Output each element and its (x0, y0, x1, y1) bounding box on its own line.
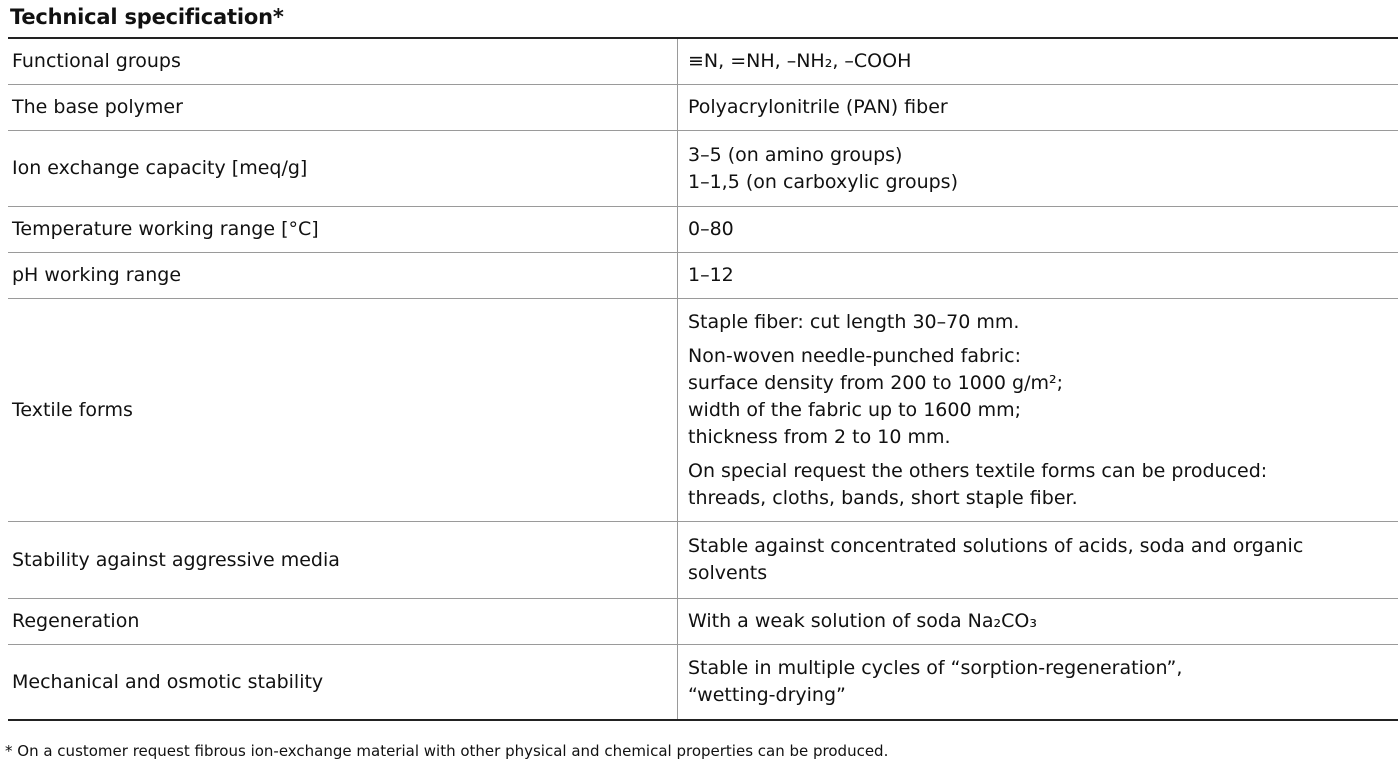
value-paragraph (688, 458, 1388, 512)
table-row (8, 206, 1398, 252)
row-value (678, 645, 1398, 719)
value-paragraph (688, 309, 1388, 336)
value-paragraph (688, 48, 1388, 75)
value-line: thickness from 2 to 10 mm. (688, 425, 951, 448)
row-value (678, 599, 1398, 644)
value-line: Polyacrylonitrile (PAN) fiber (688, 96, 948, 118)
table-row (8, 252, 1398, 298)
value-paragraph (688, 655, 1388, 709)
row-value (678, 131, 1398, 206)
value-line: Non-woven needle-punched fabric: (688, 344, 1021, 367)
value-line: Stable in multiple cycles of “sorption-regeneration”, (688, 657, 1183, 679)
value-line: solvents (688, 562, 768, 584)
value-paragraph (688, 262, 1388, 289)
row-label: Textile forms (8, 299, 678, 521)
value-paragraph (688, 94, 1388, 121)
table-row (8, 84, 1398, 130)
value-paragraph (688, 142, 1388, 196)
row-value (678, 207, 1398, 252)
table-row (8, 521, 1398, 598)
row-label: Temperature working range [°C] (8, 207, 678, 252)
row-value (678, 522, 1398, 598)
value-paragraph (688, 533, 1388, 587)
value-paragraph (688, 608, 1388, 635)
row-label: Stability against aggressive media (8, 522, 678, 598)
value-line: 0–80 (688, 218, 734, 240)
value-line: With a weak solution of soda Na₂CO₃ (688, 610, 1037, 632)
value-line: threads, cloths, bands, short staple fiber. (688, 486, 1078, 509)
row-value (678, 299, 1398, 521)
row-label: Ion exchange capacity [meq/g] (8, 131, 678, 206)
value-line: Stable against concentrated solutions of acids, soda and organic (688, 535, 1304, 557)
value-paragraph (688, 216, 1388, 243)
specification-table (8, 37, 1398, 721)
row-label: Functional groups (8, 39, 678, 84)
table-row (8, 598, 1398, 644)
page-title: Technical specification* (10, 5, 284, 29)
table-row (8, 130, 1398, 206)
value-paragraph (688, 343, 1388, 451)
value-line: On special request the others textile forms can be produced: (688, 459, 1268, 482)
value-line: “wetting-drying” (688, 684, 846, 706)
footnote: * On a customer request fibrous ion-exchange material with other physical and chemical properties can be produced. (5, 742, 889, 760)
value-line: Staple fiber: cut length 30–70 mm. (688, 310, 1020, 333)
row-label: Regeneration (8, 599, 678, 644)
row-label: The base polymer (8, 85, 678, 130)
value-line: width of the fabric up to 1600 mm; (688, 398, 1022, 421)
row-label: pH working range (8, 253, 678, 298)
row-value (678, 85, 1398, 130)
row-value (678, 253, 1398, 298)
value-line: ≡N, =NH, –NH₂, –COOH (688, 50, 912, 72)
table-row (8, 644, 1398, 719)
value-line: 3–5 (on amino groups) (688, 143, 903, 166)
row-label: Mechanical and osmotic stability (8, 645, 678, 719)
row-value (678, 39, 1398, 84)
value-line: 1–1,5 (on carboxylic groups) (688, 170, 958, 193)
table-row (8, 39, 1398, 84)
table-row (8, 298, 1398, 521)
value-line: 1–12 (688, 264, 734, 286)
value-line: surface density from 200 to 1000 g/m²; (688, 371, 1064, 394)
